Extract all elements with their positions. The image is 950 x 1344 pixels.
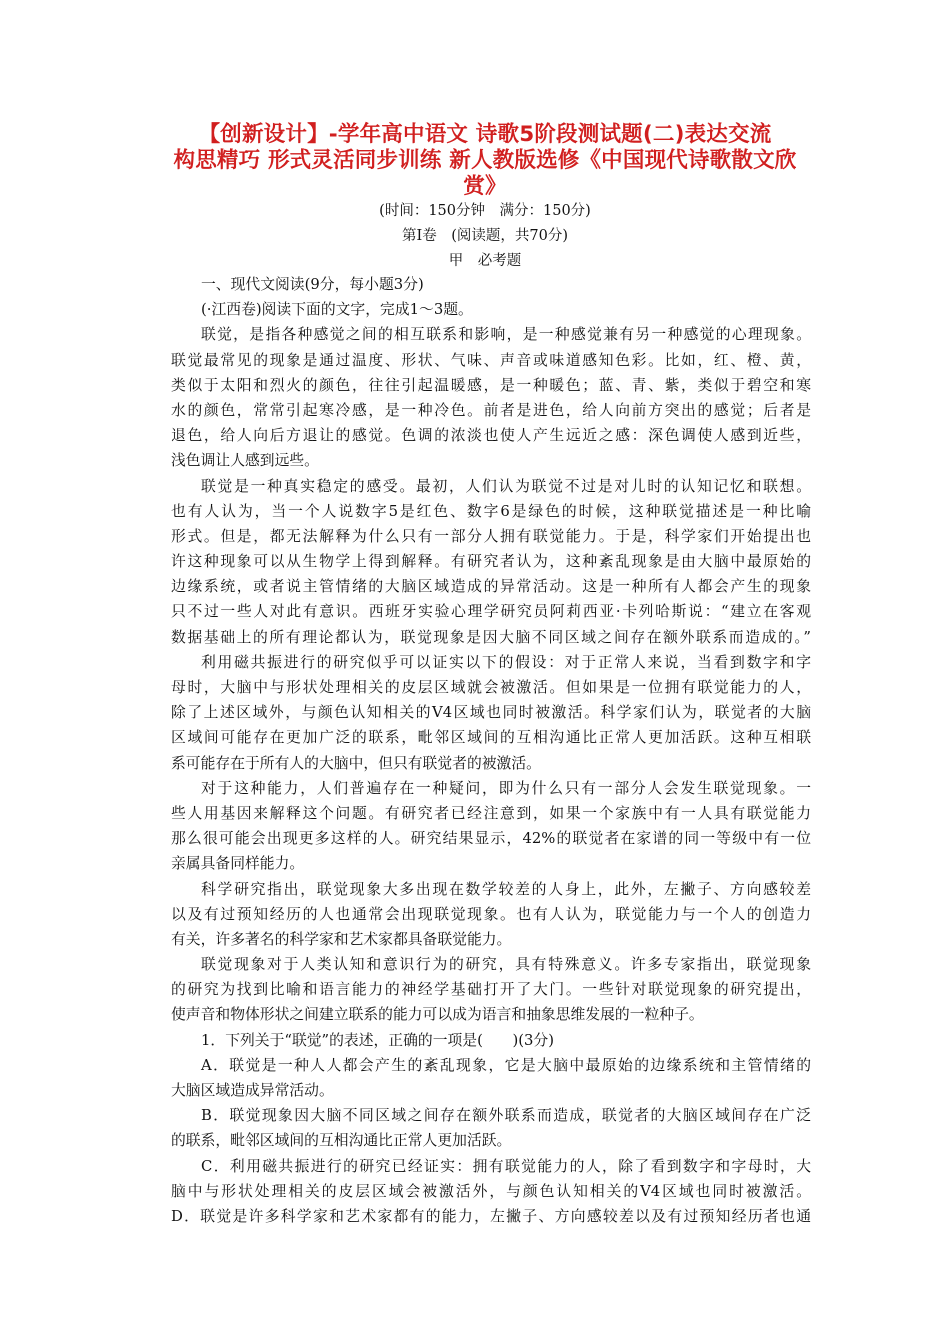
body-line: 些人用基因来解释这个问题。有研究者已经注意到，如果一个家族中有一人具有联觉能力 bbox=[171, 804, 811, 822]
body-line: 形式。但是，都无法解释为什么只有一部分人拥有联觉能力。于是，科学家们开始提出也 bbox=[171, 527, 811, 545]
volume-heading: 第Ⅰ卷 (阅读题，共70分) bbox=[402, 228, 568, 244]
option-b-cont: 的联系，毗邻区域间的互相沟通比正常人更加活跃。 bbox=[171, 1132, 512, 1150]
option-c-cont: 脑中与形状处理相关的皮层区域会被激活外，与颜色认知相关的V4区域也同时被激活。 bbox=[171, 1182, 811, 1200]
body-line: 联觉，是指各种感觉之间的相互联系和影响，是一种感觉兼有另一种感觉的心理现象。 bbox=[201, 326, 811, 344]
body-line: 联觉是一种真实稳定的感受。最初，人们认为联觉不过是对儿时的认知记忆和联想。 bbox=[201, 477, 811, 495]
body-line: 退色，给人向后方退让的感觉。色调的浓淡也使人产生远近之感：深色调使人感到近些， bbox=[171, 427, 811, 445]
body-line: 那么很可能会出现更多这样的人。研究结果显示，42%的联觉者在家谱的同一等级中有一位 bbox=[171, 830, 811, 848]
body-line: 联觉现象对于人类认知和意识行为的研究，具有特殊意义。许多专家指出，联觉现象 bbox=[201, 956, 811, 974]
body-line: 类似于太阳和烈火的颜色，往往引起温暖感，是一种暖色；蓝、青、紫，类似于碧空和寒 bbox=[171, 376, 811, 394]
title-line: 构思精巧 形式灵活同步训练 新人教版选修《中国现代诗歌散文欣 bbox=[173, 148, 797, 173]
option-a: A．联觉是一种人人都会产生的紊乱现象，它是大脑中最原始的边缘系统和主管情绪的 bbox=[201, 1056, 811, 1074]
option-d: D．联觉是许多科学家和艺术家都有的能力，左撇子、方向感较差以及有过预知经历者也通 bbox=[171, 1207, 811, 1225]
body-line: 对于这种能力，人们普遍存在一种疑问，即为什么只有一部分人会发生联觉现象。一 bbox=[201, 779, 811, 797]
body-line: 有关，许多著名的科学家和艺术家都具备联觉能力。 bbox=[171, 930, 512, 948]
body-line: 浅色调让人感到远些。 bbox=[171, 452, 319, 470]
body-line: 只不过一些人对此有意识。西班牙实验心理学研究员阿莉西亚·卡列哈斯说：“建立在客观 bbox=[171, 603, 811, 621]
question-stem: 1．下列关于“联觉”的表述，正确的一项是( )(3分) bbox=[201, 1031, 554, 1049]
body-line: 数据基础上的所有理论都认为，联觉现象是因大脑不同区域之间存在额外联系而造成的。” bbox=[171, 628, 811, 646]
section-heading: 甲 必考题 bbox=[448, 253, 522, 269]
body-line: 母时，大脑中与形状处理相关的皮层区域就会被激活。但如果是一位拥有联觉能力的人， bbox=[171, 679, 811, 696]
body-line: 许这种现象可以从生物学上得到解释。有研究者认为，这种紊乱现象是由大脑中最原始的 bbox=[171, 553, 811, 571]
document-body bbox=[171, 272, 811, 1229]
body-line: 亲属具备同样能力。 bbox=[171, 855, 305, 873]
body-line: 边缘系统，或者说主管情绪的大脑区域造成的异常活动。这是一种所有人都会产生的现象 bbox=[171, 578, 811, 596]
body-line: 系可能存在于所有人的大脑中，但只有联觉者的被激活。 bbox=[171, 754, 541, 772]
body-line: 除了上述区域外，与颜色认知相关的V4区域也同时被激活。科学家们认为，联觉者的大脑 bbox=[171, 704, 811, 722]
body-line: 利用磁共振进行的研究似乎可以证实以下的假设：对于正常人来说，当看到数字和字 bbox=[201, 653, 811, 671]
body-line: 联觉最常见的现象是通过温度、形状、气味、声音或味道感知色彩。比如，红、橙、黄， bbox=[171, 351, 811, 369]
body-line: (·江西卷)阅读下面的文字，完成1～3题。 bbox=[201, 301, 473, 319]
body-line: 一、现代文阅读(9分，每小题3分) bbox=[201, 276, 424, 293]
option-c: C．利用磁共振进行的研究已经证实：拥有联觉能力的人，除了看到数字和字母时，大 bbox=[201, 1157, 811, 1175]
body-line: 以及有过预知经历的人也通常会出现联觉现象。也有人认为，联觉能力与一个人的创造力 bbox=[171, 905, 811, 923]
time-info: (时间：150分钟 满分：150分) bbox=[379, 203, 591, 219]
document-title bbox=[140, 122, 830, 200]
body-line: 也有人认为，当一个人说数字5是红色、数字6是绿色的时候，这种联觉描述是一种比喻 bbox=[171, 502, 811, 520]
body-line: 的研究为找到比喻和语言能力的神经学基础打开了大门。一些针对联觉现象的研究提出， bbox=[171, 981, 811, 999]
title-line: 【创新设计】-学年高中语文 诗歌5阶段测试题(二)表达交流 bbox=[198, 122, 772, 147]
body-line: 区域间可能存在更加广泛的联系，毗邻区域间的互相沟通比正常人更加活跃。这种互相联 bbox=[171, 729, 811, 747]
option-a-cont: 大脑区域造成异常活动。 bbox=[171, 1082, 334, 1099]
body-line: 水的颜色，常常引起寒冷感，是一种冷色。前者是进色，给人向前方突出的感觉；后者是 bbox=[171, 401, 811, 419]
body-line: 科学研究指出，联觉现象大多出现在数学较差的人身上，此外，左撇子、方向感较差 bbox=[201, 880, 811, 898]
option-b: B．联觉现象因大脑不同区域之间存在额外联系而造成，联觉者的大脑区域间存在广泛 bbox=[201, 1107, 811, 1125]
body-line: 使声音和物体形状之间建立联系的能力可以成为语言和抽象思维发展的一粒种子。 bbox=[171, 1006, 704, 1024]
title-line: 赏》 bbox=[463, 174, 507, 199]
